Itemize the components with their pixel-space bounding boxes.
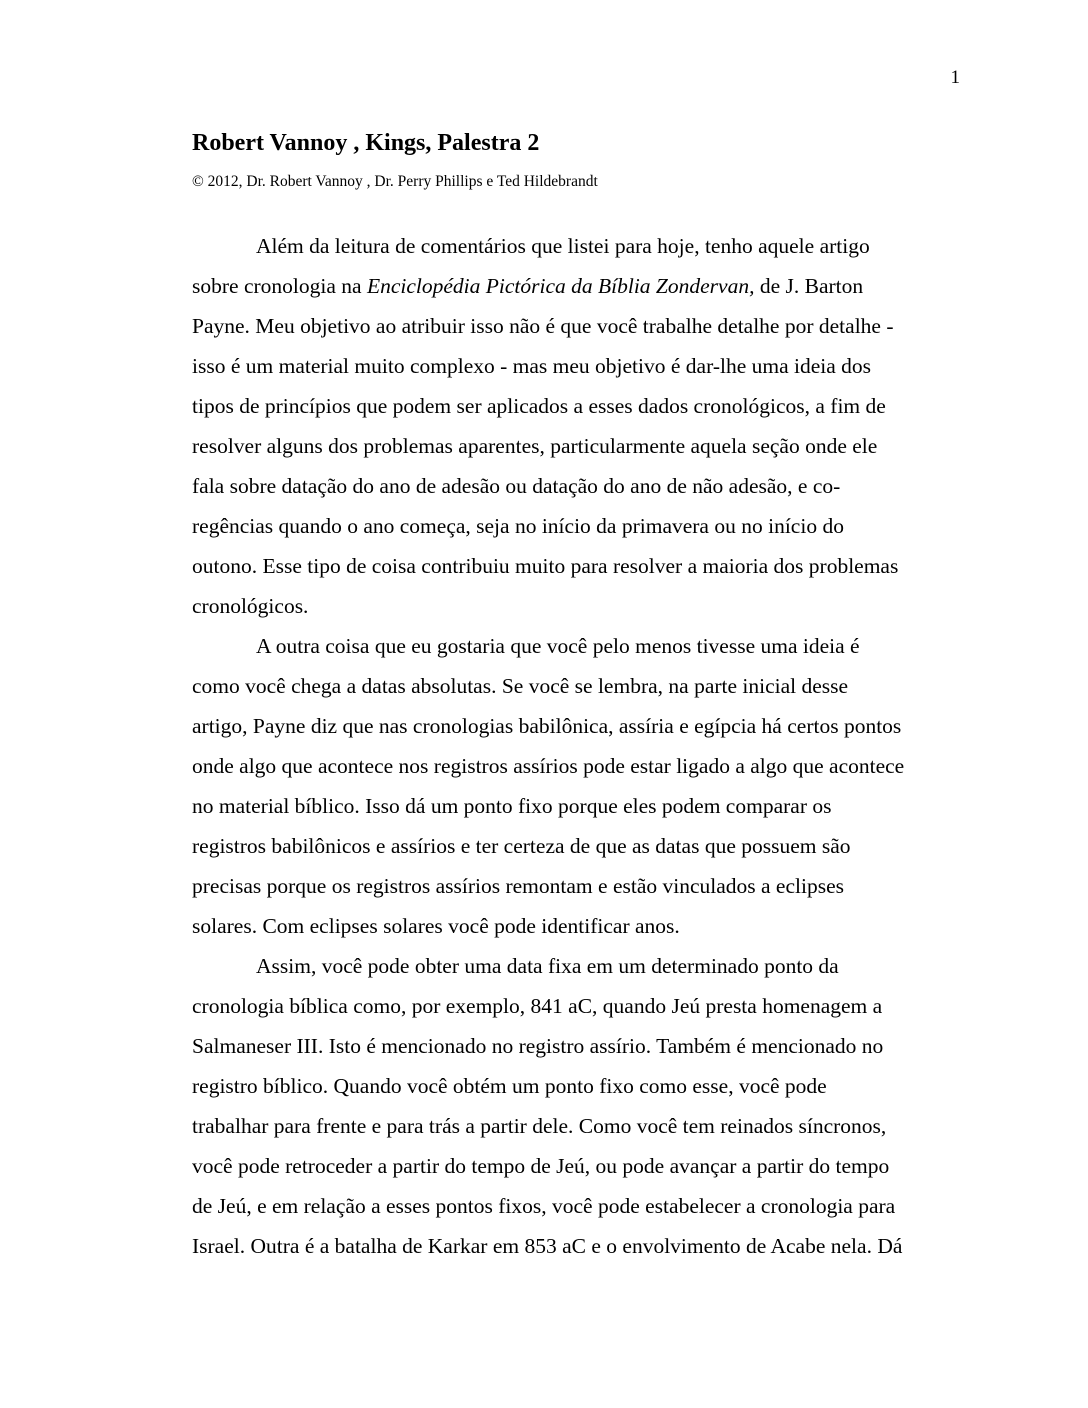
paragraph-2-line-6: registros babilônicos e assírios e ter certeza de que as datas que possuem são (192, 834, 851, 858)
paragraph-3-line-8: Israel. Outra é a batalha de Karkar em 853 aC e o envolvimento de Acabe nela. Dá (192, 1234, 903, 1258)
paragraph-1-line-8: regências quando o ano começa, seja no início da primavera ou no início do (192, 514, 844, 538)
paragraph-3-line-4: registro bíblico. Quando você obtém um ponto fixo como esse, você pode (192, 1074, 827, 1098)
paragraph-2-line-5: no material bíblico. Isso dá um ponto fixo porque eles podem comparar os (192, 794, 832, 818)
paragraph-1-line-9: outono. Esse tipo de coisa contribuiu muito para resolver a maioria dos problemas (192, 554, 899, 578)
paragraph-1-line-2 (192, 266, 958, 306)
paragraph-3-line-6: você pode retroceder a partir do tempo de Jeú, ou pode avançar a partir do tempo (192, 1154, 890, 1178)
paragraph-1-line-6: resolver alguns dos problemas aparentes, particularmente aquela seção onde ele (192, 434, 878, 458)
paragraph-1-line-3: Payne. Meu objetivo ao atribuir isso não é que você trabalhe detalhe por detalhe - (192, 314, 894, 338)
paragraph-2-line-8: solares. Com eclipses solares você pode identificar anos. (192, 914, 680, 938)
document-title: Robert Vannoy , Kings, Palestra 2 (192, 130, 540, 156)
paragraph-3-line-5: trabalhar para frente e para trás a partir dele. Como você tem reinados síncronos, (192, 1114, 887, 1138)
line-text: de J. Barton (754, 274, 864, 298)
paragraph-2-line-4: onde algo que acontece nos registros assírios pode estar ligado a algo que acontece (192, 754, 905, 778)
page-number: 1 (950, 67, 960, 88)
paragraph-1-line-7: fala sobre datação do ano de adesão ou datação do ano de não adesão, e co- (192, 474, 841, 498)
paragraph-2-line-3: artigo, Payne diz que nas cronologias babilônica, assíria e egípcia há certos pontos (192, 714, 902, 738)
paragraph-1-line-4: isso é um material muito complexo - mas meu objetivo é dar-lhe uma ideia dos (192, 354, 872, 378)
paragraph-3-line-2: cronologia bíblica como, por exemplo, 841 aC, quando Jeú presta homenagem a (192, 994, 883, 1018)
paragraph-3-line-7: de Jeú, e em relação a esses pontos fixos, você pode estabelecer a cronologia para (192, 1194, 896, 1218)
encyclopedia-title: Enciclopédia Pictórica da Bíblia Zondervan, (366, 274, 755, 298)
line-text: sobre cronologia na (192, 274, 367, 298)
paragraph-2-line-2: como você chega a datas absolutas. Se você se lembra, na parte inicial desse (192, 674, 849, 698)
paragraph-1-line-5: tipos de princípios que podem ser aplicados a esses dados cronológicos, a fim de (192, 394, 886, 418)
paragraph-3-line-1: Assim, você pode obter uma data fixa em um determinado ponto da (256, 954, 839, 978)
copyright-notice: © 2012, Dr. Robert Vannoy , Dr. Perry Phillips e Ted Hildebrandt (192, 173, 598, 190)
document-body (192, 226, 958, 1266)
paragraph-2-line-7: precisas porque os registros assírios remontam e estão vinculados a eclipses (192, 874, 844, 898)
paragraph-3-line-3: Salmaneser III. Isto é mencionado no registro assírio. Também é mencionado no (192, 1034, 884, 1058)
paragraph-1-line-10: cronológicos. (192, 594, 309, 618)
paragraph-1-line-1: Além da leitura de comentários que listei para hoje, tenho aquele artigo (256, 234, 870, 258)
paragraph-2-line-1: A outra coisa que eu gostaria que você pelo menos tivesse uma ideia é (256, 634, 860, 658)
